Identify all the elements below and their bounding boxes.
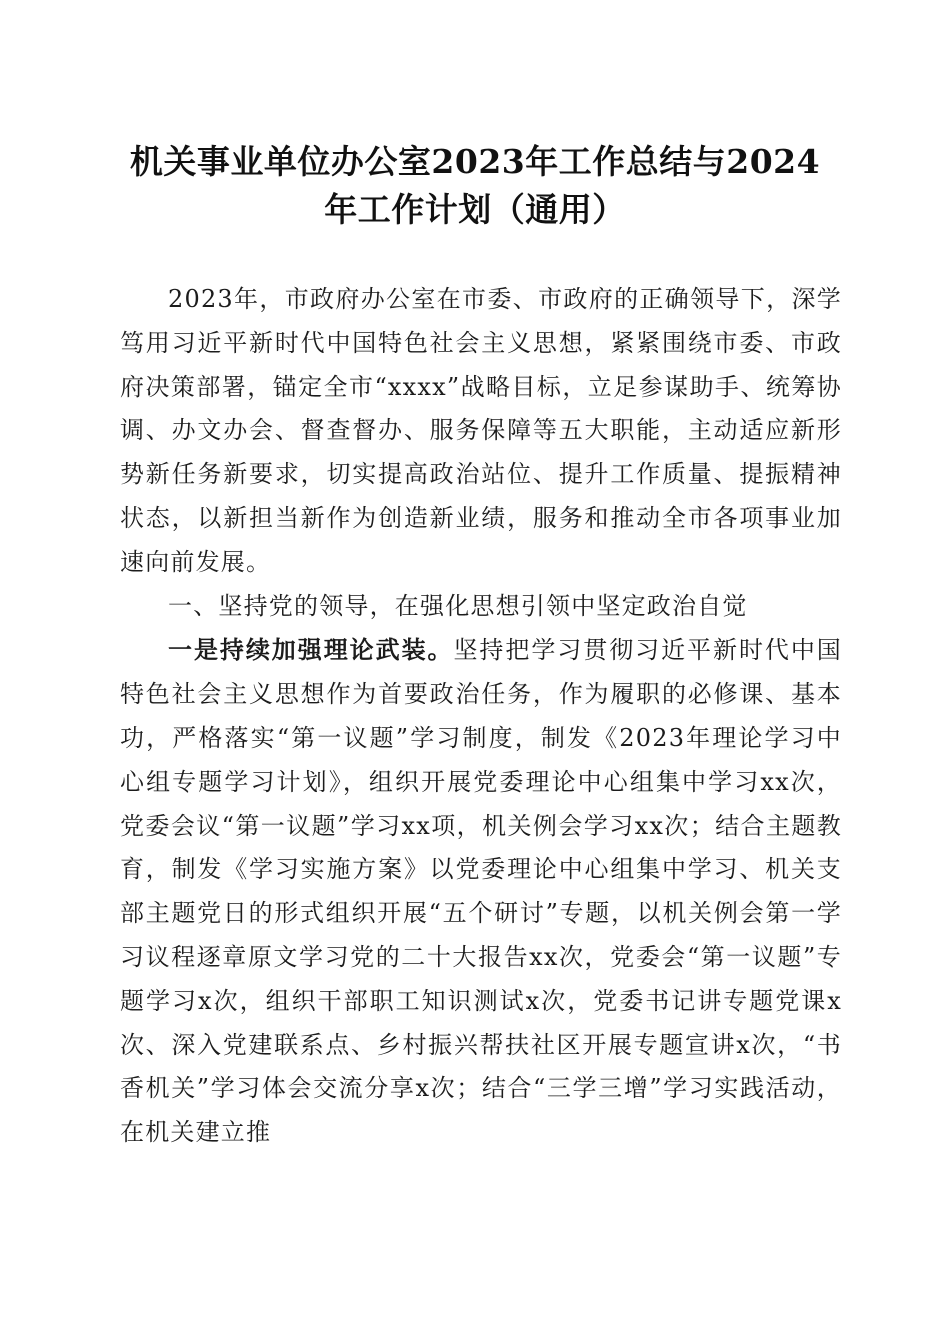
title-line-1: 机关事业单位办公室2023年工作总结与2024 [129,142,821,181]
title-line-2: 年工作计划（通用） [324,190,626,229]
section-1-point-1 [120,628,842,1155]
document-body [120,278,842,1155]
intro-paragraph: 2023年，市政府办公室在市委、市政府的正确领导下，深学笃用习近平新时代中国特色社会主义思想，紧紧围绕市委、市政府决策部署，锚定全市“xxxx”战略目标，立足参谋助手、统筹协调、办文办会、督查督办、服务保障等五大职能，主动适应新形势新任务新要求，切实提高政治站位、提升工作质量、提振精神状态，以新担当新作为创造新业绩，服务和推动全市各项事业加速向前发展。 [120,285,842,576]
section-1-point-1-text: 坚持把学习贯彻习近平新时代中国特色社会主义思想作为首要政治任务，作为履职的必修课、基本功，严格落实“第一议题”学习制度，制发《2023年理论学习中心组专题学习计划》，组织开展党委理论中心组集中学习xx次，党委会议“第一议题”学习xx项，机关例会学习xx次；结合主题教育，制发《学习实施方案》以党委理论中心组集中学习、机关支部主题党日的形式组织开展“五个研讨”专题，以机关例会第一学习议程逐章原文学习党的二十大报告xx次，党委会“第一议题”专题学习x次，组织干部职工知识测试x次，党委书记讲专题党课x次、深入党建联系点、乡村振兴帮扶社区开展专题宣讲x次，“书香机关”学习体会交流分享x次；结合“三学三增”学习实践活动，在机关建立推 [120,636,843,1147]
section-1-heading: 一、坚持党的领导，在强化思想引领中坚定政治自觉 [168,591,748,620]
section-1-point-1-lead: 一是持续加强理论武装。 [168,635,454,665]
document-title [90,138,860,234]
